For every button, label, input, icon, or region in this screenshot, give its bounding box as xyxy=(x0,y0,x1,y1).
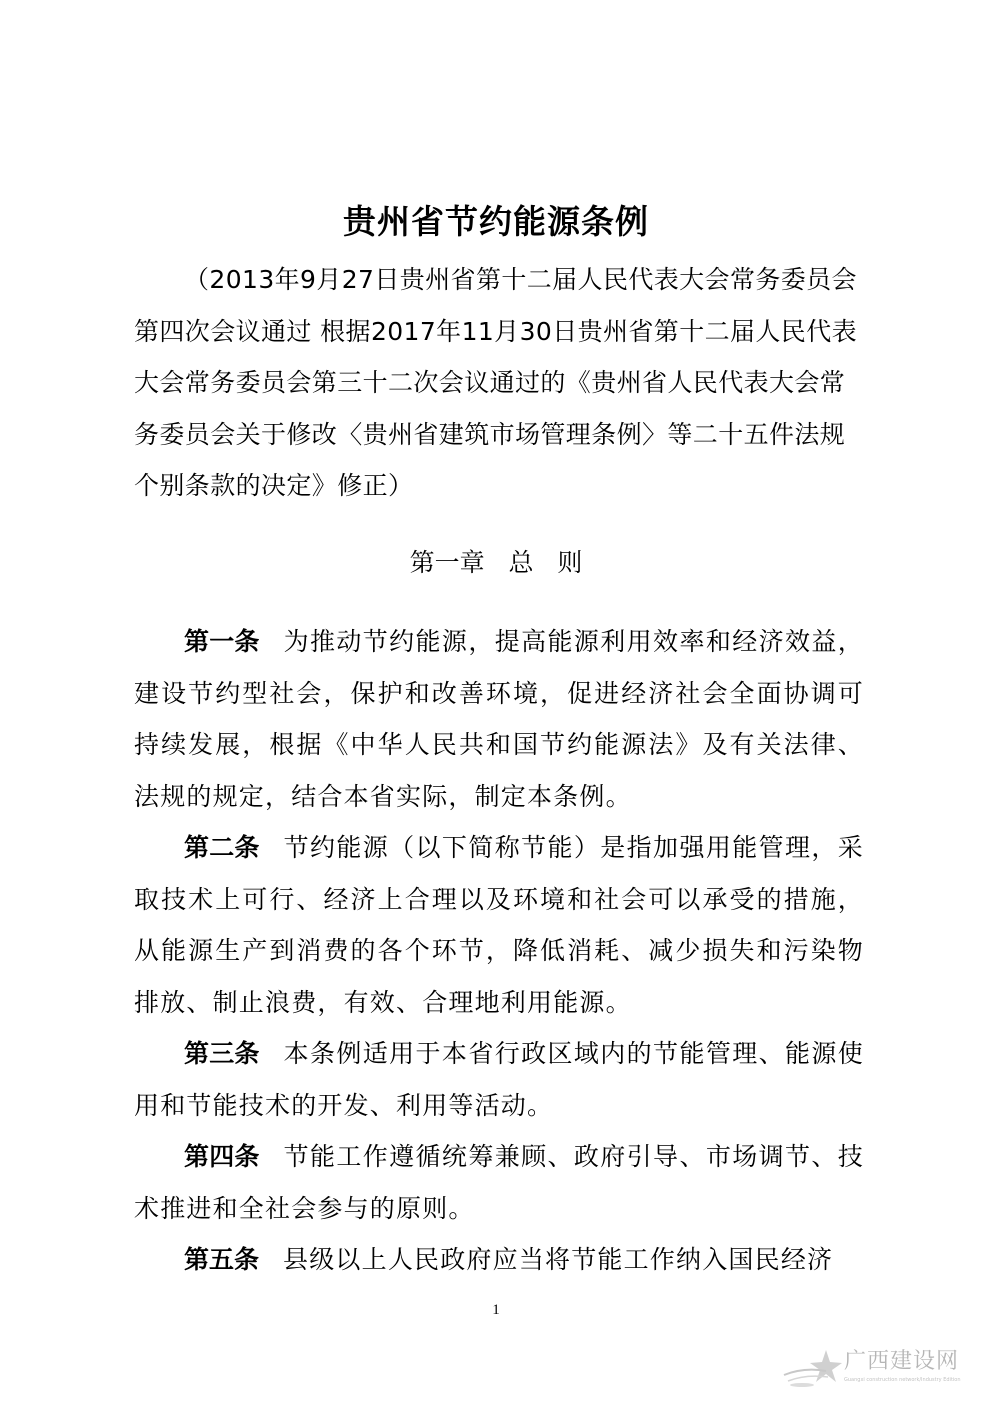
article-text: 本条例适用于本省行政区域内的节能管理、能源使用和节能技术的开发、利用等活动。 xyxy=(134,1039,864,1120)
watermark-name: 广西建设网 xyxy=(844,1349,960,1374)
watermark xyxy=(782,1345,982,1393)
article-5 xyxy=(134,1234,864,1286)
article-1 xyxy=(134,616,864,822)
watermark-subtitle: Guangxi construction network/Industry Edition xyxy=(844,1377,961,1383)
article-text: 节能工作遵循统筹兼顾、政府引导、市场调节、技术推进和全社会参与的原则。 xyxy=(134,1142,864,1223)
article-label: 第二条 xyxy=(184,833,260,862)
article-list xyxy=(134,616,864,1286)
article-4 xyxy=(134,1131,864,1234)
document-title: 贵州省节约能源条例 xyxy=(343,202,649,241)
article-label: 第三条 xyxy=(184,1039,260,1068)
article-label: 第五条 xyxy=(184,1245,260,1274)
page-number: 1 xyxy=(492,1302,500,1318)
article-text: 为推动节约能源，提高能源利用效率和经济效益，建设节约型社会，保护和改善环境，促进经济社会全面协调可持续发展，根据《中华人民共和国节约能源法》及有关法律、法规的规定，结合本省实际，制定本条例。 xyxy=(134,627,864,811)
article-label: 第四条 xyxy=(184,1142,260,1171)
document-preamble: （2013年9月27日贵州省第十二届人民代表大会常务委员会第四次会议通过 根据2017年11月30日贵州省第十二届人民代表大会常务委员会第三十二次会议通过的《贵州省人民代表大会常务委员会关于修改〈贵州省建筑市场管理条例〉等二十五件法规个别条款的决定》修正） xyxy=(134,265,857,500)
article-text: 县级以上人民政府应当将节能工作纳入国民经济 xyxy=(283,1245,834,1274)
article-label: 第一条 xyxy=(184,627,260,656)
article-3 xyxy=(134,1028,864,1131)
article-2 xyxy=(134,822,864,1028)
article-text: 节约能源（以下简称节能）是指加强用能管理，采取技术上可行、经济上合理以及环境和社会可以承受的措施，从能源生产到消费的各个环节，降低消耗、减少损失和污染物排放、制止浪费，有效、合理地利用能源。 xyxy=(134,833,864,1017)
chapter-heading: 第一章 总 则 xyxy=(409,548,583,577)
star-logo-icon xyxy=(782,1347,844,1389)
